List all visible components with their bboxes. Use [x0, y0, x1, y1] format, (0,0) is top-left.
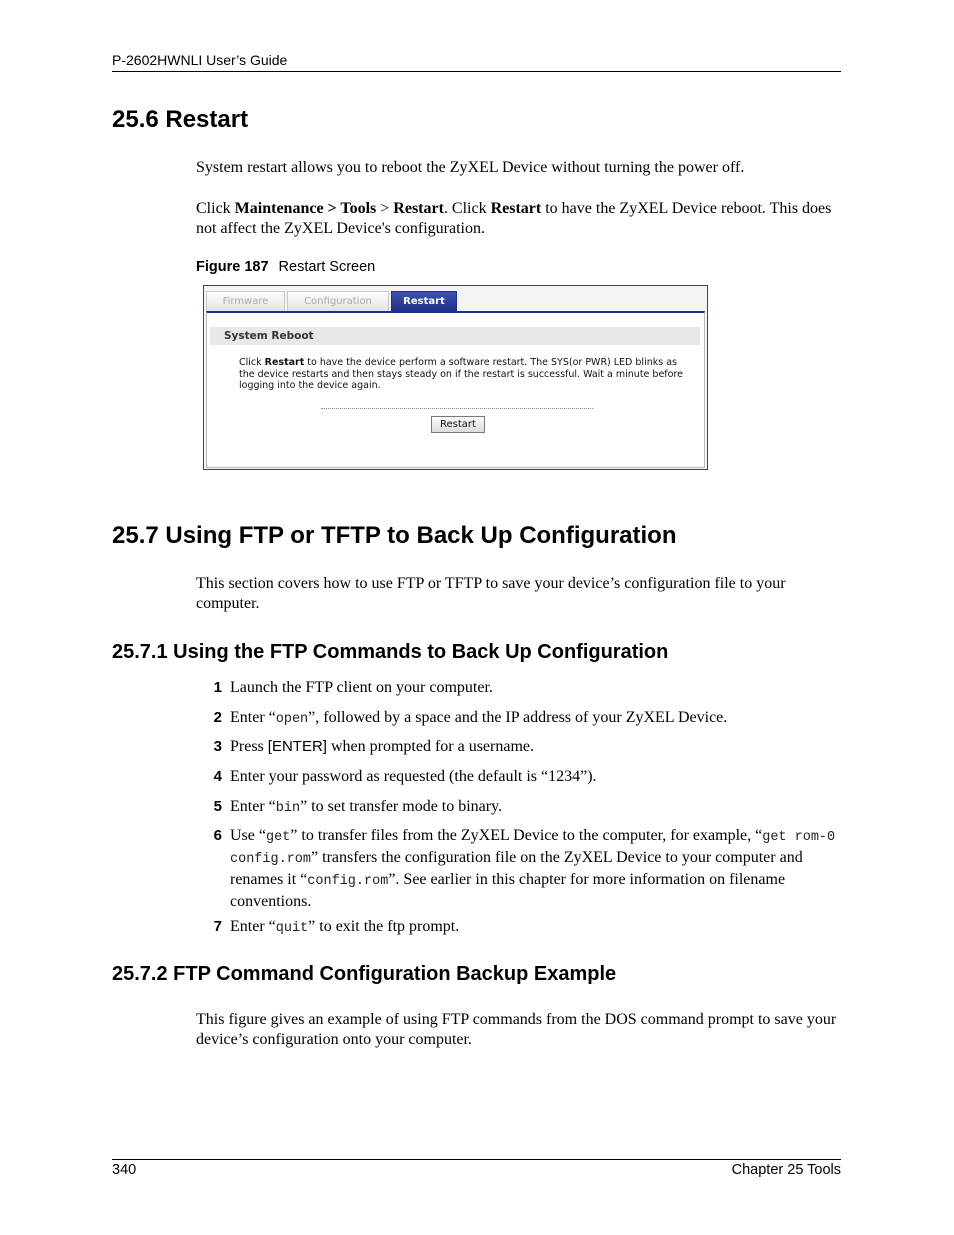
menu-path-maintenance-tools: Maintenance > Tools [234, 200, 377, 217]
chapter-label: Chapter 25 Tools [731, 1162, 841, 1178]
ftp-intro: This section covers how to use FTP or TFTP to save your device’s configuration file to your computer. [196, 575, 786, 612]
step-number: 5 [213, 798, 222, 815]
step-number: 3 [213, 738, 222, 755]
restart-button[interactable]: Restart [431, 416, 485, 433]
step-number: 7 [213, 918, 222, 935]
code-quit: quit [275, 921, 309, 936]
figure-caption [196, 259, 375, 275]
subsection-heading-ftp-commands: 25.7.1 Using the FTP Commands to Back Up Configuration [112, 641, 669, 663]
restart-keyword: Restart [264, 357, 305, 368]
restart-intro: System restart allows you to reboot the ZyXEL Device without turning the power off. [196, 159, 745, 176]
code-get: get [265, 830, 291, 845]
menu-path-restart: Restart [393, 200, 444, 217]
panel-divider [321, 408, 593, 409]
step-number: 1 [213, 679, 222, 696]
footer-rule [112, 1159, 841, 1160]
restart-panel [206, 311, 705, 468]
tab-firmware[interactable]: Firmware [206, 291, 285, 311]
panel-description: Click Restart to have the device perform a software restart. The SYS(or PWR) LED blinks as the device restarts and then stays steady on if the restart is successful. Wait a minute before logging into the device again. [239, 357, 683, 391]
step-number: 6 [213, 827, 222, 844]
page-number: 340 [112, 1162, 137, 1178]
running-header: P-2602HWNLI User’s Guide [112, 52, 288, 68]
tab-configuration[interactable]: Configuration [287, 291, 389, 311]
step-6: 6 Use “get” to transfer files from the ZyXEL Device to the computer, for example, “get rom-0 config.rom” transfers the configuration file on the ZyXEL Device to your computer and renames it “config.rom”. See earlier in this chapter for more information on filename conventions. [196, 826, 842, 912]
step-number: 4 [213, 768, 222, 785]
restart-term: Restart [490, 200, 542, 217]
restart-screen-figure [203, 285, 708, 470]
header-rule [112, 71, 841, 72]
step-4: 4 Enter your password as requested (the default is “1234”). [196, 767, 842, 787]
figure-title: Restart Screen [278, 259, 376, 275]
section-heading-restart: 25.6 Restart [112, 106, 249, 133]
step-1: 1 Launch the FTP client on your computer. [196, 678, 842, 698]
panel-title: System Reboot [210, 327, 700, 345]
code-get-example: get rom-0 config.rom [230, 830, 836, 867]
code-bin: bin [275, 801, 301, 816]
subsection-heading-backup-example: 25.7.2 FTP Command Configuration Backup Example [112, 963, 617, 985]
step-7: 7 Enter “quit” to exit the ftp prompt. [196, 917, 842, 939]
figure-number: Figure 187 [196, 259, 269, 275]
step-3: 3 Press [ENTER] when prompted for a username. [196, 737, 842, 757]
code-open: open [275, 712, 309, 727]
backup-example-intro: This figure gives an example of using FTP commands from the DOS command prompt to save your device’s configuration onto your computer. [196, 1011, 837, 1048]
step-5: 5 Enter “bin” to set transfer mode to binary. [196, 797, 842, 819]
section-heading-ftp-tftp: 25.7 Using FTP or TFTP to Back Up Configuration [112, 522, 677, 549]
step-2: 2 Enter “open”, followed by a space and the IP address of your ZyXEL Device. [196, 708, 842, 730]
key-enter: [ENTER] [267, 738, 327, 755]
tab-bar [204, 289, 707, 311]
restart-instructions: Click Maintenance > Tools > Restart. Click Restart to have the ZyXEL Device reboot. This does not affect the ZyXEL Device's configuration. [196, 200, 832, 237]
step-number: 2 [213, 709, 222, 726]
code-config-rom: config.rom [307, 874, 389, 889]
tab-restart[interactable]: Restart [391, 291, 457, 311]
